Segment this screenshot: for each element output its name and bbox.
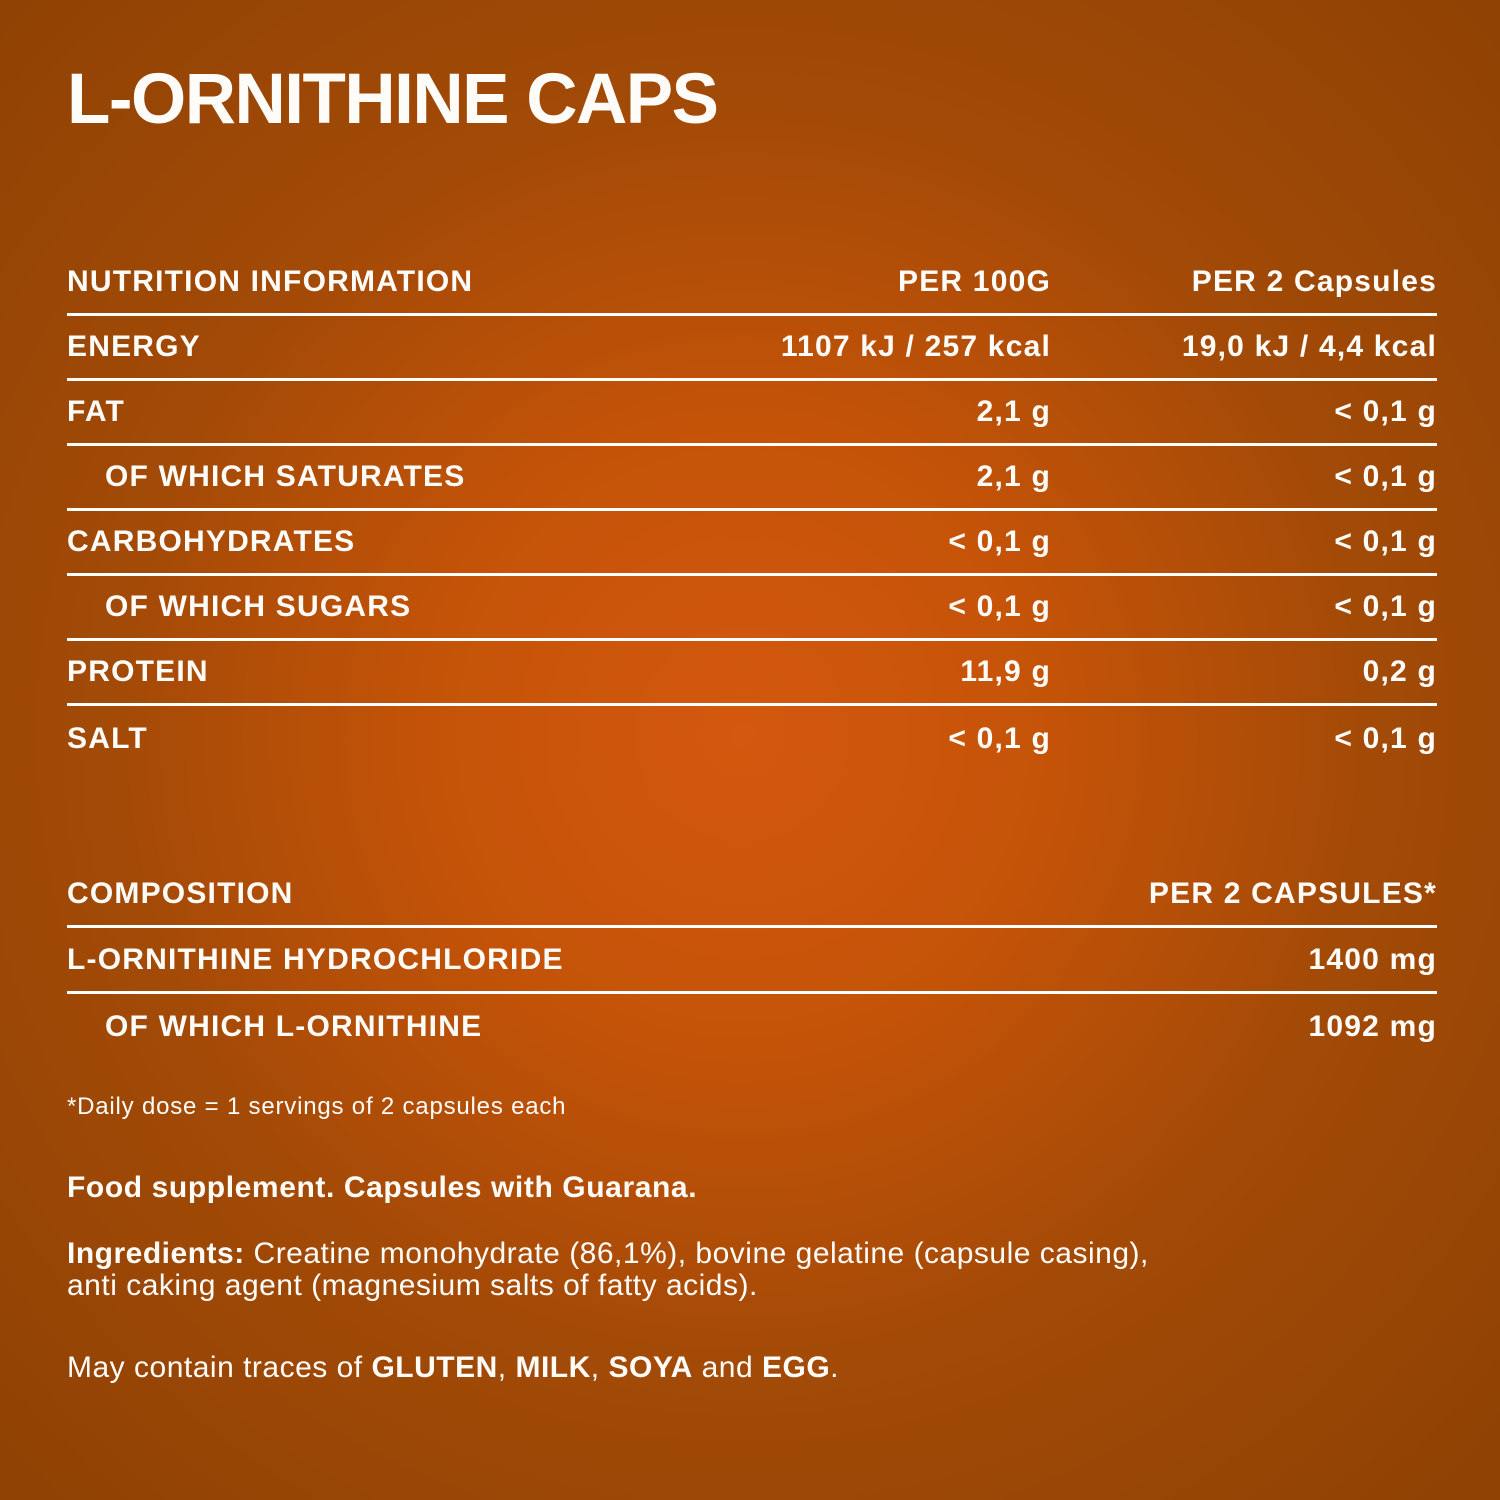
row-label: ENERGY [67,330,201,363]
emphasized-text: EGG [761,1351,831,1385]
value-per-100g: 2,1 g [976,460,1051,493]
row-value: 1400 mg [1308,942,1437,976]
column-header-per-2-capsules: PER 2 CAPSULES* [1148,876,1437,910]
supplement-note: Food supplement. Capsules with Guarana. [67,1171,698,1204]
value-per-100g: < 0,1 g [948,721,1051,755]
emphasized-text: SOYA [608,1351,693,1385]
nutrition-table-rows [67,316,1437,771]
allergen-note [67,1351,1437,1385]
value-per-100g: 11,9 g [960,655,1051,688]
table-row [67,928,1437,994]
value-per-serving: < 0,1 g [1334,395,1437,428]
table-row [67,446,1437,511]
value-per-serving: < 0,1 g [1334,460,1437,493]
product-title: L-ORNITHINE CAPS [67,60,718,139]
value-per-serving: < 0,1 g [1334,721,1437,755]
row-label: FAT [67,395,126,428]
column-header-per-100g: PER 100G [897,265,1051,298]
row-label: SALT [67,721,148,755]
body-text: , [590,1351,609,1385]
daily-dose-footnote: *Daily dose = 1 servings of 2 capsules each [67,1093,567,1120]
row-value: 1092 mg [1308,1010,1437,1043]
value-per-100g: < 0,1 g [948,590,1051,623]
row-label: CARBOHYDRATES [67,525,356,558]
body-text: Creatine monohydrate (86,1%), bovine gelatine (capsule casing), anti caking agent (magnesium salts of fatty acids). [67,1237,1149,1303]
table-row [67,576,1437,641]
row-label: PROTEIN [67,655,209,688]
row-label: OF WHICH SUGARS [105,590,412,623]
composition-header-row [67,862,1437,928]
table-row [67,994,1437,1060]
nutrition-table-title: NUTRITION INFORMATION [67,265,474,298]
nutrition-header-row [67,251,1437,316]
table-row [67,641,1437,706]
row-label: OF WHICH L-ORNITHINE [105,1010,483,1043]
table-row [67,381,1437,446]
column-header-per-serving: PER 2 Capsules [1191,265,1437,298]
table-row [67,316,1437,381]
value-per-100g: < 0,1 g [948,525,1051,558]
emphasized-text: Ingredients: [67,1237,245,1270]
emphasized-text: GLUTEN [371,1351,498,1385]
body-text: . [830,1351,839,1385]
value-per-100g: 2,1 g [976,395,1051,428]
composition-table-rows [67,928,1437,1060]
value-per-100g: 1107 kJ / 257 kcal [780,330,1051,363]
value-per-serving: 19,0 kJ / 4,4 kcal [1181,330,1437,363]
value-per-serving: < 0,1 g [1334,525,1437,558]
body-text: and [692,1351,762,1385]
label-content [67,0,1437,1385]
nutrition-table [67,251,1437,771]
body-text: , [497,1351,516,1385]
value-per-serving: < 0,1 g [1334,590,1437,623]
composition-table [67,862,1437,1060]
row-label: L-ORNITHINE HYDROCHLORIDE [67,942,564,976]
table-row [67,511,1437,576]
emphasized-text: MILK [515,1351,591,1385]
table-row [67,706,1437,771]
ingredients-paragraph [67,1238,1207,1302]
value-per-serving: 0,2 g [1362,655,1437,688]
row-label: OF WHICH SATURATES [105,460,466,493]
body-text: May contain traces of [67,1351,372,1385]
composition-table-title: COMPOSITION [67,876,294,910]
